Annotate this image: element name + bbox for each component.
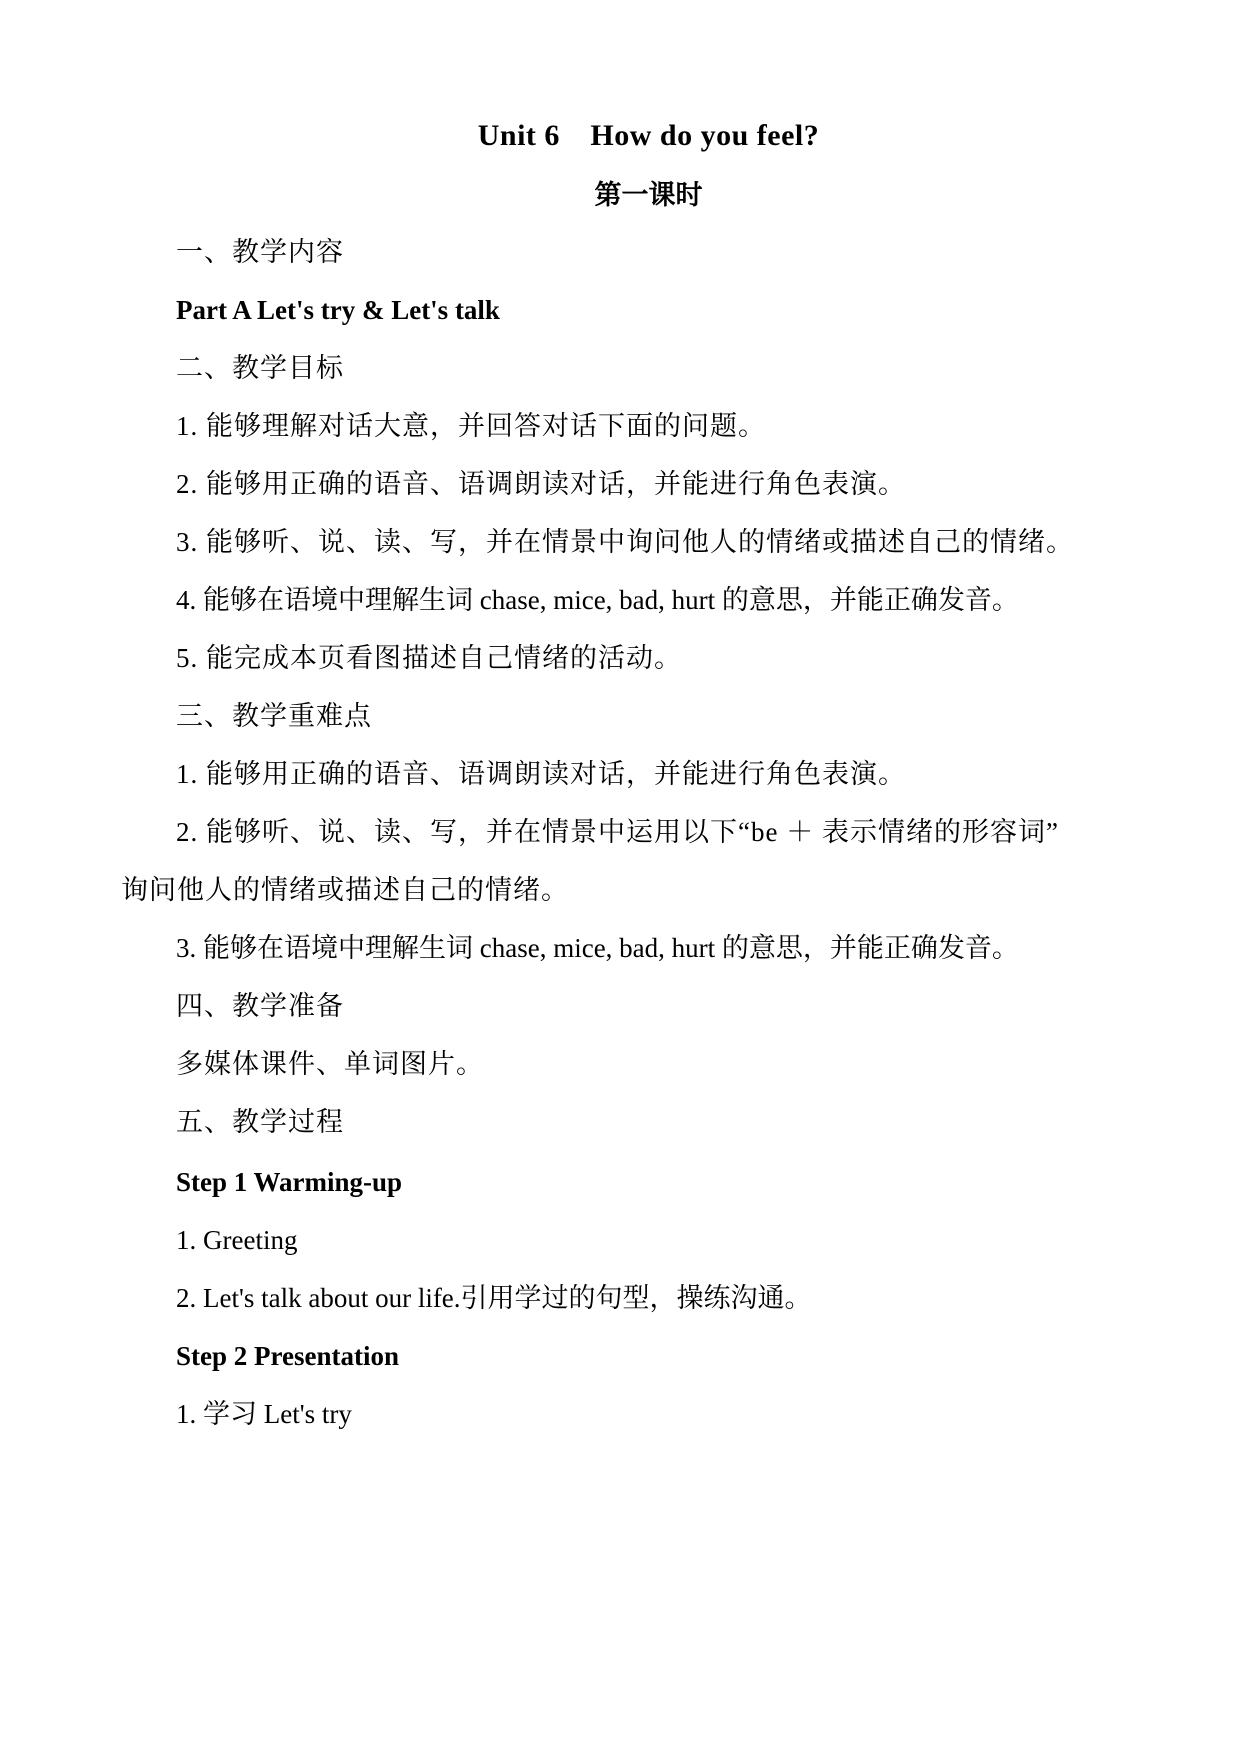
lesson-subtitle: 第一课时 (594, 180, 703, 210)
preparation-text: 多媒体课件、单词图片。 (176, 1049, 484, 1079)
section-heading-process: 五、教学过程 (176, 1107, 344, 1137)
key-point-item: 1. 能够用正确的语音、语调朗读对话，并能进行角色表演。 (176, 759, 906, 789)
key-point-item: 2. 能够听、说、读、写，并在情景中运用以下“be ＋ 表示情绪的形容词” (176, 817, 1059, 847)
document-title: Unit 6 How do you feel? (477, 119, 820, 152)
step-item: 2. Let's talk about our life.引用学过的句型，操练沟通。 (176, 1283, 812, 1313)
objective-item: 4. 能够在语境中理解生词 chase, mice, bad, hurt 的意思，并能正确发音。 (176, 585, 1019, 615)
key-point-item: 3. 能够在语境中理解生词 chase, mice, bad, hurt 的意思，并能正确发音。 (176, 933, 1019, 963)
section-heading-key-points: 三、教学重难点 (176, 701, 372, 731)
section-heading-objectives: 二、教学目标 (176, 353, 344, 383)
objective-item: 5. 能完成本页看图描述自己情绪的活动。 (176, 643, 682, 673)
part-title: Part A Let's try & Let's talk (176, 295, 500, 325)
objective-item: 3. 能够听、说、读、写，并在情景中询问他人的情绪或描述自己的情绪。 (176, 527, 1074, 557)
key-point-item-continuation: 询问他人的情绪或描述自己的情绪。 (121, 875, 569, 905)
objective-item: 1. 能够理解对话大意，并回答对话下面的问题。 (176, 411, 766, 441)
section-heading-preparation: 四、教学准备 (176, 991, 344, 1021)
step-heading: Step 2 Presentation (176, 1341, 399, 1371)
step-item: 1. Greeting (176, 1225, 298, 1255)
section-heading-content: 一、教学内容 (176, 237, 344, 267)
objective-item: 2. 能够用正确的语音、语调朗读对话，并能进行角色表演。 (176, 469, 906, 499)
step-item: 1. 学习 Let's try (176, 1399, 352, 1429)
step-heading: Step 1 Warming-up (176, 1167, 403, 1197)
